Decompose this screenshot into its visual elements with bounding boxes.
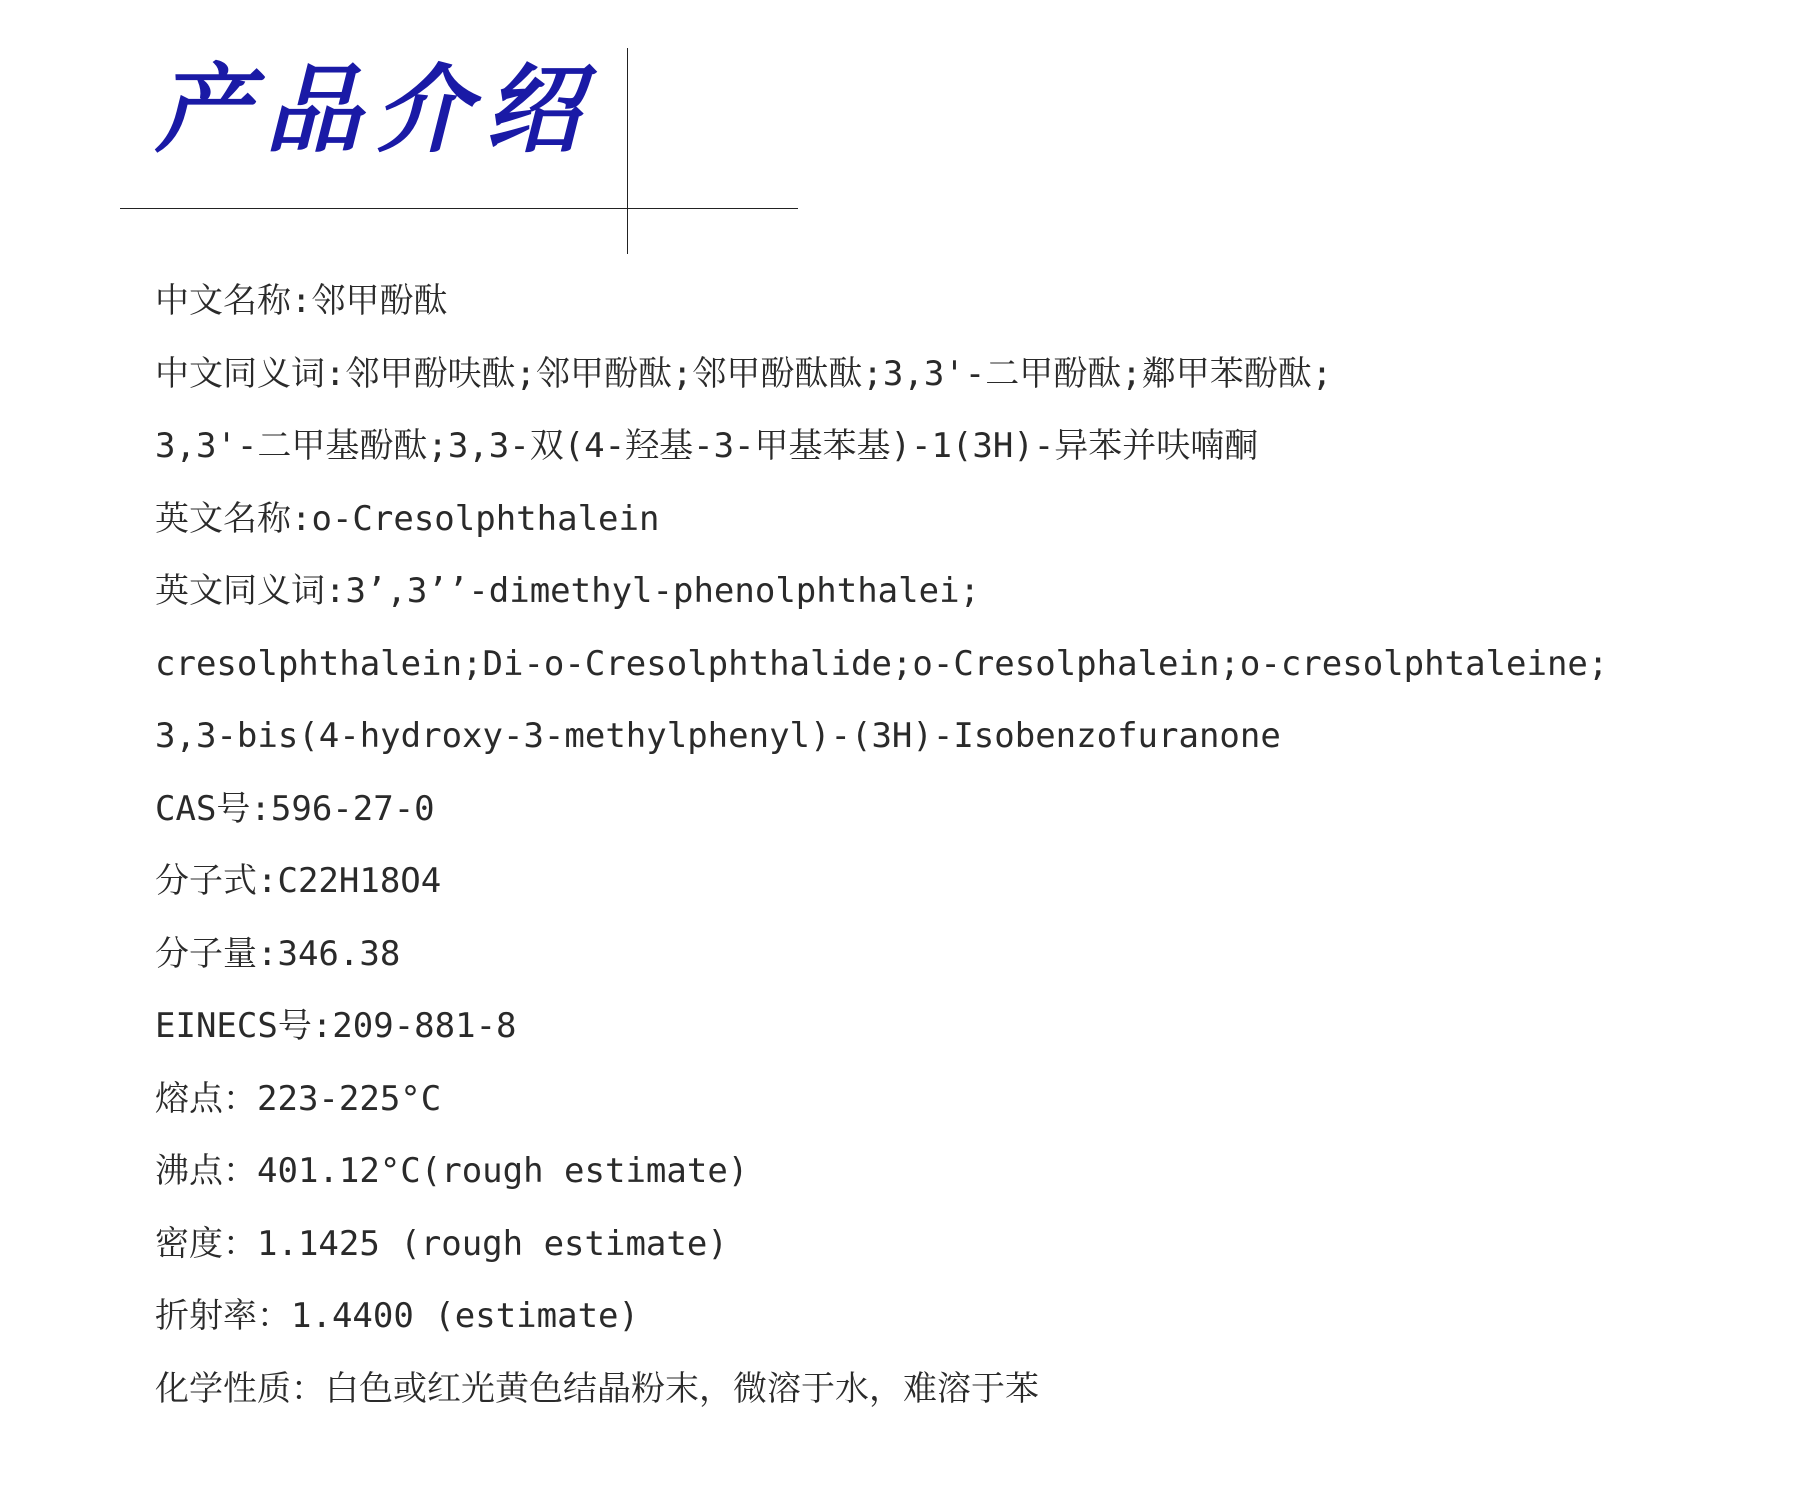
refractive-index-line: 折射率：1.4400 (estimate) bbox=[155, 1296, 639, 1336]
density-line: 密度：1.1425 (rough estimate) bbox=[155, 1223, 728, 1264]
boiling-point-line: 沸点：401.12°C(rough estimate) bbox=[155, 1151, 749, 1191]
einecs-number-line: EINECS号:209-881-8 bbox=[155, 1006, 517, 1046]
english-name-line: 英文名称:o-Cresolphthalein bbox=[155, 498, 660, 539]
molecular-weight-line: 分子量:346.38 bbox=[155, 933, 401, 974]
molecular-formula-line: 分子式:C22H18O4 bbox=[155, 861, 442, 901]
chemical-properties-line: 化学性质：白色或红光黄色结晶粉末，微溶于水，难溶于苯 bbox=[155, 1368, 1039, 1409]
english-synonyms-line-2: cresolphthalein;Di-o-Cresolphthalide;o-Cresolphalein;o-cresolphtaleine; bbox=[155, 643, 1609, 684]
page-title: 产品介绍 bbox=[155, 53, 595, 166]
melting-point-line: 熔点：223-225°C bbox=[155, 1078, 442, 1119]
header-vertical-rule bbox=[627, 48, 628, 254]
english-synonyms-line-3: 3,3-bis(4-hydroxy-3-methylphenyl)-(3H)-Isobenzofuranone bbox=[155, 716, 1281, 756]
header-horizontal-rule bbox=[120, 208, 798, 209]
english-synonyms-line-1: 英文同义词:3’,3’’-dimethyl-phenolphthalei; bbox=[155, 571, 981, 611]
cas-number-line: CAS号:596-27-0 bbox=[155, 788, 435, 829]
product-details bbox=[155, 270, 1775, 1430]
chinese-name-line: 中文名称:邻甲酚酞 bbox=[155, 281, 448, 321]
chinese-synonyms-line-1: 中文同义词:邻甲酚呋酞;邻甲酚酞;邻甲酚酞酞;3,3'-二甲酚酞;鄰甲苯酚酞; bbox=[155, 353, 1333, 394]
chinese-synonyms-line-2: 3,3'-二甲基酚酞;3,3-双(4-羟基-3-甲基苯基)-1(3H)-异苯并呋喃酮 bbox=[155, 426, 1259, 466]
